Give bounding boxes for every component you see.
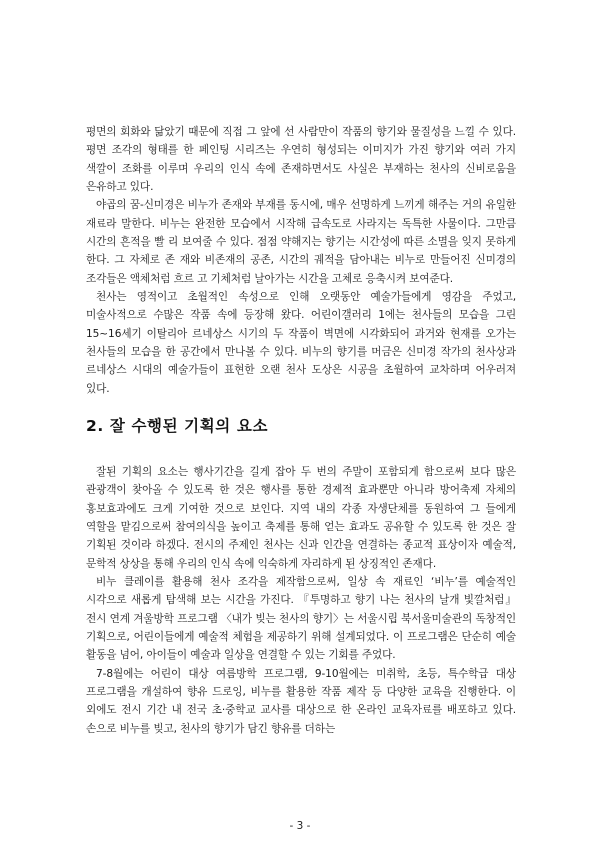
paragraph-1: 평면의 회화와 닮았기 때문에 직접 그 앞에 선 사람만이 작품의 향기와 물질성을 느낄 수 있다. 평면 조각의 형태를 한 페인팅 시리즈는 우연히 형성되는 이미지가 가진 향기와 여러 가지 색깔이 조화를 이루며 우리의 인식 속에 존재하면서도 사실은 부재하는 천사의 신비로움을 은유하고 있다. xyxy=(86,126,516,194)
paragraph-2: 야곱의 꿈-신미경은 비누가 존재와 부재를 동시에, 매우 선명하게 느끼게 해주는 거의 유일한 재료라 말한다. 비누는 완전한 모습에서 시작해 급속도로 사라지는 독특한 사물이다. 그만큼 시간의 흔적을 빨 리 보여줄 수 있다. 점점 약해지는 향기는 시간성에 따른 소멸을 잊지 못하게 한다. 그 자체로 존 재와 비존재의 공존, 시간의 궤적을 담아내는 비누로 만들어진 신미경의 조각들은 액체처럼 흐르 고 기체처럼 날아가는 시간을 고체로 응축시켜 보여준다. xyxy=(86,199,516,285)
paragraph-4: 잘된 기획의 요소는 행사기간을 길게 잡아 두 번의 주말이 포함되게 함으로써 보다 많은 관광객이 찾아올 수 있도록 한 것은 행사를 통한 경제적 효과뿐만 아니라 방어축제 자체의 홍보효과에도 크게 기여한 것으로 보인다. 지역 내의 각종 자생단체를 동원하여 그 들에게 역할을 맡김으로써 참여의식을 높이고 축제를 통해 얻는 효과도 공유할 수 있도록 한 것은 잘 기획된 것이라 하겠다. 전시의 주제인 천사는 신과 인간을 연결하는 종교적 표상이자 예술적, 문학적 상상을 통해 우리의 인식 속에 익숙하게 자리하게 된 상징적인 존재다. xyxy=(86,466,516,570)
paragraph-3: 천사는 영적이고 초월적인 속성으로 인해 오랫동안 예술가들에게 영감을 주었고, 미술사적으로 수많은 작품 속에 등장해 왔다. 어린이갤러리 1에는 천사들의 모습을 그린 15~16세기 이탈리아 르네상스 시기의 두 작품이 벽면에 시각화되어 과거와 현재를 오가는 천사들의 모습을 한 공간에서 만나볼 수 있다. 비누의 향기를 머금은 신미경 작가의 천사상과 르네상스 시대의 예술가들이 표현한 오랜 천사 도상은 시공을 초월하여 교차하며 어우러져 있다. xyxy=(86,291,516,395)
body-text-block-2 xyxy=(86,463,516,738)
paragraph-5: 비누 클레이를 활용해 천사 조각을 제작함으로써, 일상 속 재료인 ‘비누’를 예술적인 시각으로 새롭게 탐색해 보는 시간을 가진다. 『투명하고 향기 나는 천사의 날개 빛깔처럼』 전시 연계 겨울방학 프로그램 〈내가 빚는 천사의 향기〉는 서울시립 북서울미술관의 독창적인 기획으로, 어린이들에게 예술적 체험을 제공하기 위해 설계되었다. 이 프로그램은 단순히 예술 활동을 넘어, 아이들이 예술과 일상을 연결할 수 있는 기회를 주었다. xyxy=(86,576,516,662)
section-heading: 2. 잘 수행된 기획의 요소 xyxy=(86,417,269,435)
paragraph-6: 7-8월에는 어린이 대상 여름방학 프로그램, 9-10월에는 미취학, 초등, 특수학급 대상 프로그램을 개설하여 향유 드로잉, 비누를 활용한 작품 제작 등 다양한 교육을 진행한다. 이 외에도 전시 기간 내 전국 초·중학교 교사를 대상으로 한 온라인 교육자료를 배포하고 있다. 손으로 비누를 빚고, 천사의 향기가 담긴 향유를 더하는 xyxy=(86,667,516,735)
body-text-block-1 xyxy=(86,123,516,398)
page-number: - 3 - xyxy=(289,820,311,832)
